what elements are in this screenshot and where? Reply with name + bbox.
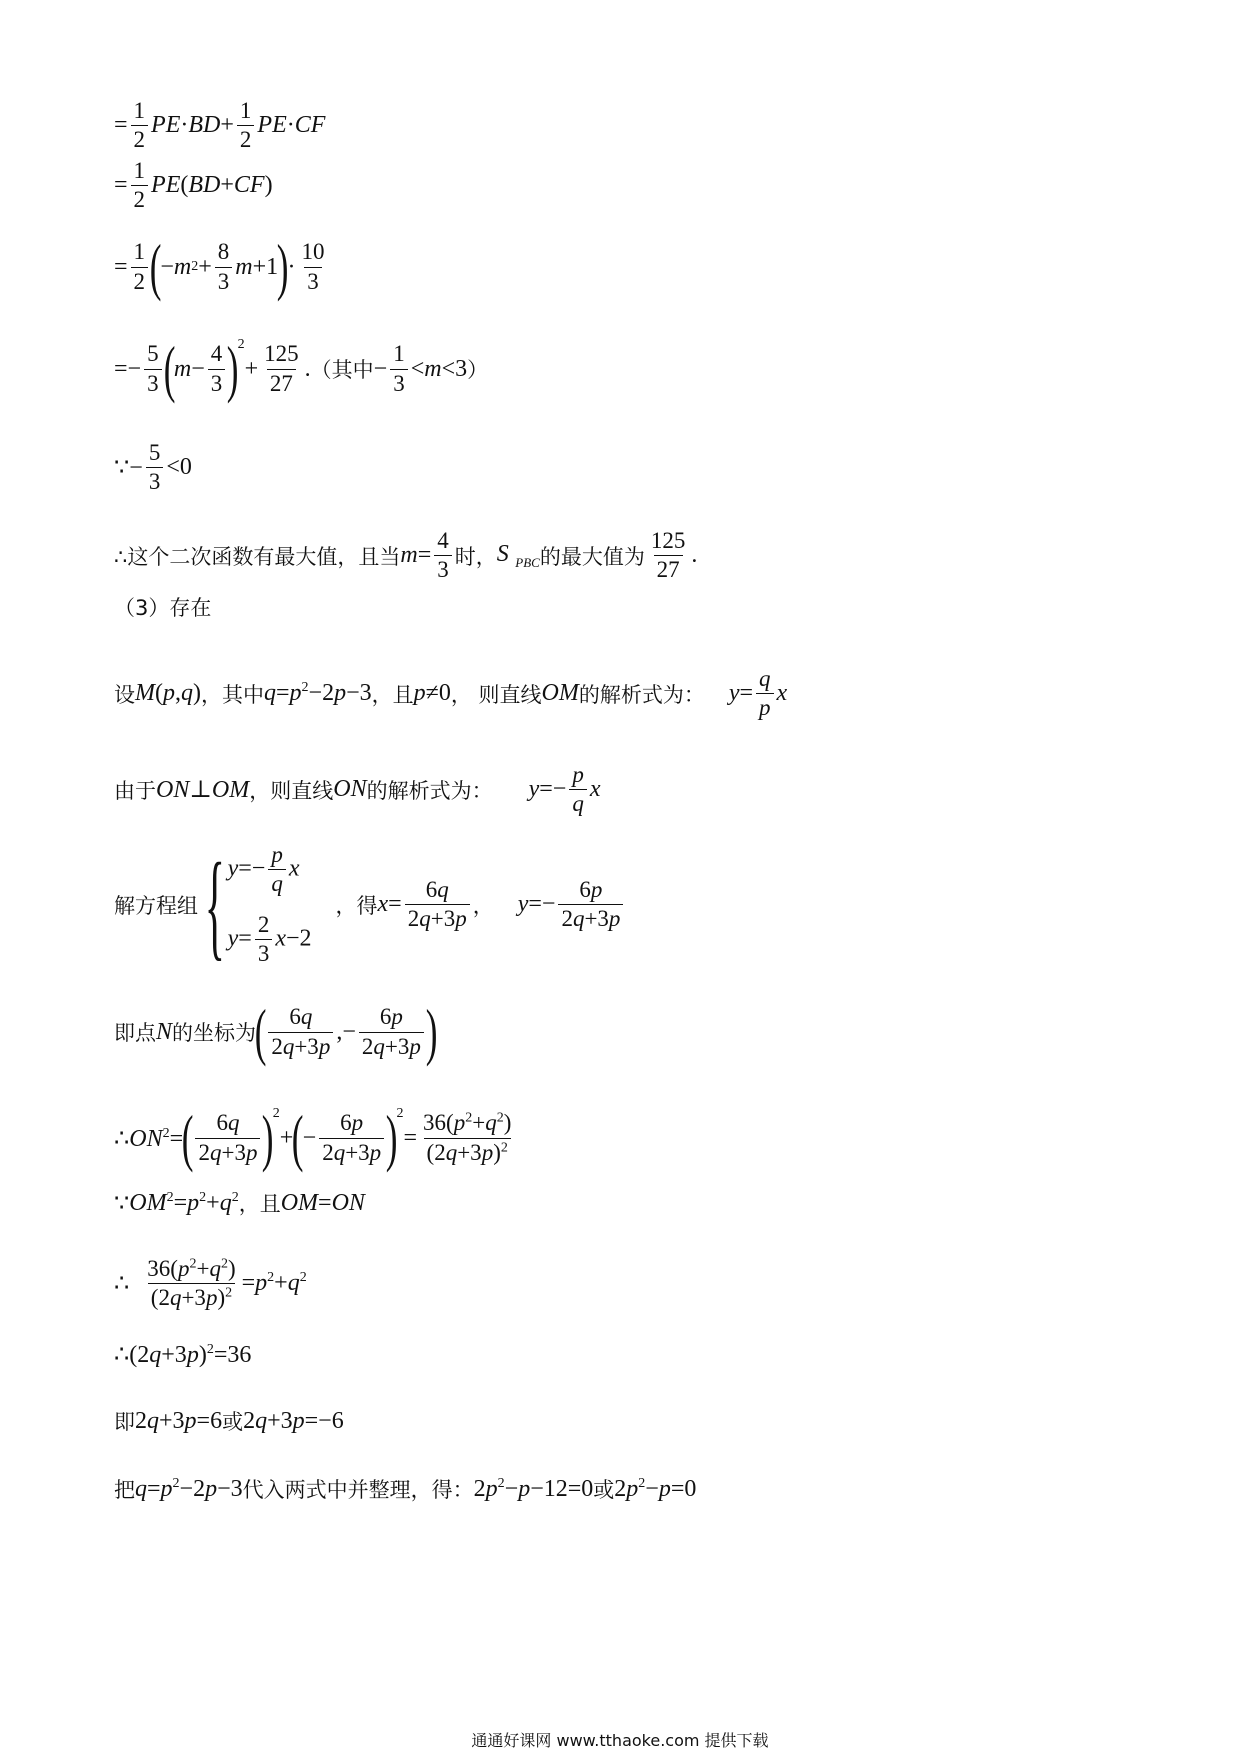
two-cases-line: 即 2q+3p=6 或 2q+3p=−6 (114, 1407, 344, 1434)
page-footer: 通通好课网 www.tthaoke.com 提供下载 (471, 1731, 769, 1750)
om-equals-on-line: ∵ $OM^2=p^2+q^2$ ，且 OM=ON (114, 1189, 365, 1217)
on-squared-line: $\therefore ON^2=$ ( $\frac{6q}{2q+3p}$ ) 2 + ( − $\frac{6p}{2q+3p}$ ) 2 = $\frac{36(p^2+q^2)}{(2q+3p)^2}$ (114, 1102, 512, 1173)
point-n-line: 即点 N 的坐标为 ( $\frac{6q}{2q+3p}$ ,− $\frac{6p}{2q+3p}$ ) (114, 996, 438, 1067)
equation-line: ∴ $\frac{36(p^2+q^2)}{(2q+3p)^2}$ $=p^2+q^2$ (114, 1256, 307, 1311)
math-line-1: = $\frac{1}{2}$ PE · BD + $\frac{1}{2}$ PE · CF (114, 98, 326, 153)
perpendicular-line: 由于 ON⊥OM ，则直线 ON 的解析式为： y=− $\frac{p}{q}$ x (114, 762, 601, 817)
section-3-heading: （3）存在 (114, 596, 212, 620)
squared-36-line: $\therefore(2q+3p)^2=36$ (114, 1342, 252, 1368)
math-line-5: ∵− $\frac{5}{3}$ <0 (114, 440, 192, 495)
system-line: 解方程组 { y=− $\frac{p}{q}$ x y= $\frac{2}{3}$ x−2 ，得 x= $\frac{6q}{2q+3p}$ ， y=− $\frac{6p}{2q+3p}$ (114, 842, 626, 968)
math-line-3: = $\frac{1}{2}$ ( − m 2 + $\frac{8}{3}$ m +1 ) · $\frac{10}{3}$ (114, 231, 325, 302)
substitute-line: 把 $q=p^2-2p-3$ 代入两式中并整理，得： $2p^2-p-12=0$ 或 $2p^2-p=0$ (114, 1475, 697, 1502)
setup-line: 设 M(p,q) ，其中 $q=p^2-2p-3$ ，且 p≠0 ， 则直线 OM 的解析式为： y= $\frac{q}{p}$ x (114, 666, 788, 721)
math-line-4: =− $\frac{5}{3}$ ( m − $\frac{4}{3}$ ) 2 + $\frac{125}{27}$ . （其中 − $\frac{1}{3}$ < m <3 ） (114, 333, 489, 404)
conclusion-line: ∴这个二次函数有最大值，且当 m= $\frac{4}{3}$ 时， S $_{PBC}$ 的最大值为 $\frac{125}{27}$ . (114, 528, 698, 583)
math-line-2: = $\frac{1}{2}$ PE ( BD + CF ) (114, 158, 273, 213)
